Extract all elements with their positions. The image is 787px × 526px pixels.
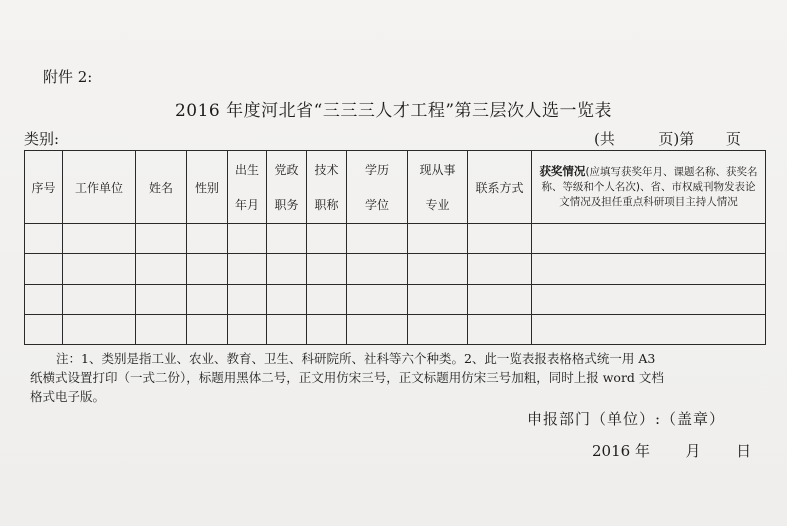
table-cell <box>468 254 532 284</box>
header-work-unit: 工作单位 <box>63 151 136 224</box>
footnote-line-3: 格式电子版。 <box>30 389 106 404</box>
table-cell <box>307 224 347 254</box>
table-cell <box>408 254 468 284</box>
table-cell <box>408 284 468 314</box>
header-major-bottom: 专业 <box>425 198 450 212</box>
table-cell <box>136 224 187 254</box>
table-cell <box>136 284 187 314</box>
header-party <box>267 151 307 224</box>
document-title: 2016 年度河北省“三三三人才工程”第三层次人选一览表 <box>174 101 613 121</box>
table-row <box>25 224 766 254</box>
table-cell <box>136 254 187 284</box>
table-cell <box>187 314 228 344</box>
date-line <box>592 440 751 461</box>
table-cell <box>228 314 267 344</box>
date-day: 日 <box>736 442 752 460</box>
table-row <box>25 284 766 314</box>
date-month: 月 <box>685 442 701 460</box>
table-cell <box>187 254 228 284</box>
footnote-line-2: 纸横式设置打印（一式二份），标题用黑体二号，正文用仿宋三号，正文标题用仿宋三号加粗，同时上报 word 文档 <box>30 370 664 385</box>
header-edu-bottom: 学位 <box>364 198 389 212</box>
table-cell <box>267 314 307 344</box>
table-cell <box>267 224 307 254</box>
table-cell <box>468 224 532 254</box>
table-cell <box>228 284 267 314</box>
header-awards-title: 获奖情况 <box>539 164 586 178</box>
table-cell <box>347 314 408 344</box>
table-cell <box>307 254 347 284</box>
footnote <box>30 349 765 406</box>
table-cell <box>63 314 136 344</box>
table-cell <box>228 224 267 254</box>
table-cell <box>468 284 532 314</box>
table-cell <box>307 314 347 344</box>
page-info <box>594 128 741 149</box>
page-current-suffix: 页 <box>725 130 741 148</box>
table-cell <box>532 224 766 254</box>
page-open: (共 <box>594 130 615 148</box>
table-cell <box>267 284 307 314</box>
header-edu-top: 学历 <box>364 163 389 177</box>
table-cell <box>63 254 136 284</box>
table-cell <box>25 254 63 284</box>
header-birth <box>228 151 267 224</box>
table-cell <box>267 254 307 284</box>
table-cell <box>532 314 766 344</box>
attachment-label: 附件 2: <box>43 68 93 86</box>
table-cell <box>228 254 267 284</box>
header-tech-top: 技术 <box>314 163 339 177</box>
header-awards <box>532 151 766 224</box>
table-cell <box>532 284 766 314</box>
table-cell <box>468 314 532 344</box>
table-cell <box>63 284 136 314</box>
table-cell <box>347 224 408 254</box>
table-cell <box>408 224 468 254</box>
header-major-top: 现从事 <box>419 163 456 177</box>
header-party-top: 党政 <box>274 163 299 177</box>
table-header-row <box>25 151 766 224</box>
header-tech <box>307 151 347 224</box>
table-cell <box>307 284 347 314</box>
header-gender: 性别 <box>187 151 228 224</box>
table-row <box>25 314 766 344</box>
header-contact: 联系方式 <box>468 151 532 224</box>
table-cell <box>187 224 228 254</box>
table-body <box>25 224 766 345</box>
candidate-table <box>24 150 766 345</box>
table-cell <box>25 224 63 254</box>
header-birth-bottom: 年月 <box>234 198 259 212</box>
footnote-line-1: 注：1、类别是指工业、农业、教育、卫生、科研院所、社科等六个种类。2、此一览表报表格格式统一用 A3 <box>56 351 656 366</box>
table-cell <box>532 254 766 284</box>
table-cell <box>25 314 63 344</box>
table-cell <box>25 284 63 314</box>
header-major <box>408 151 468 224</box>
header-education <box>347 151 408 224</box>
table-cell <box>63 224 136 254</box>
table-cell <box>347 284 408 314</box>
header-name: 姓名 <box>136 151 187 224</box>
header-party-bottom: 职务 <box>274 198 299 212</box>
header-tech-bottom: 职称 <box>314 198 339 212</box>
page-total-suffix: 页)第 <box>658 130 695 148</box>
table-cell <box>136 314 187 344</box>
table-cell <box>347 254 408 284</box>
category-label: 类别: <box>24 130 60 148</box>
table-row <box>25 254 766 284</box>
header-awards-desc: (应填写获奖年月、课题名称、获奖名称、等级和个人名次)、省、市权威刊物发表论文情况及担任重点科研项目主持人情况 <box>541 166 758 208</box>
table-cell <box>408 314 468 344</box>
header-seq: 序号 <box>25 151 63 224</box>
date-year: 2016 年 <box>592 442 650 460</box>
department-seal-label: 申报部门（单位）:（盖章） <box>527 410 726 428</box>
table-cell <box>187 284 228 314</box>
header-birth-top: 出生 <box>234 163 259 177</box>
